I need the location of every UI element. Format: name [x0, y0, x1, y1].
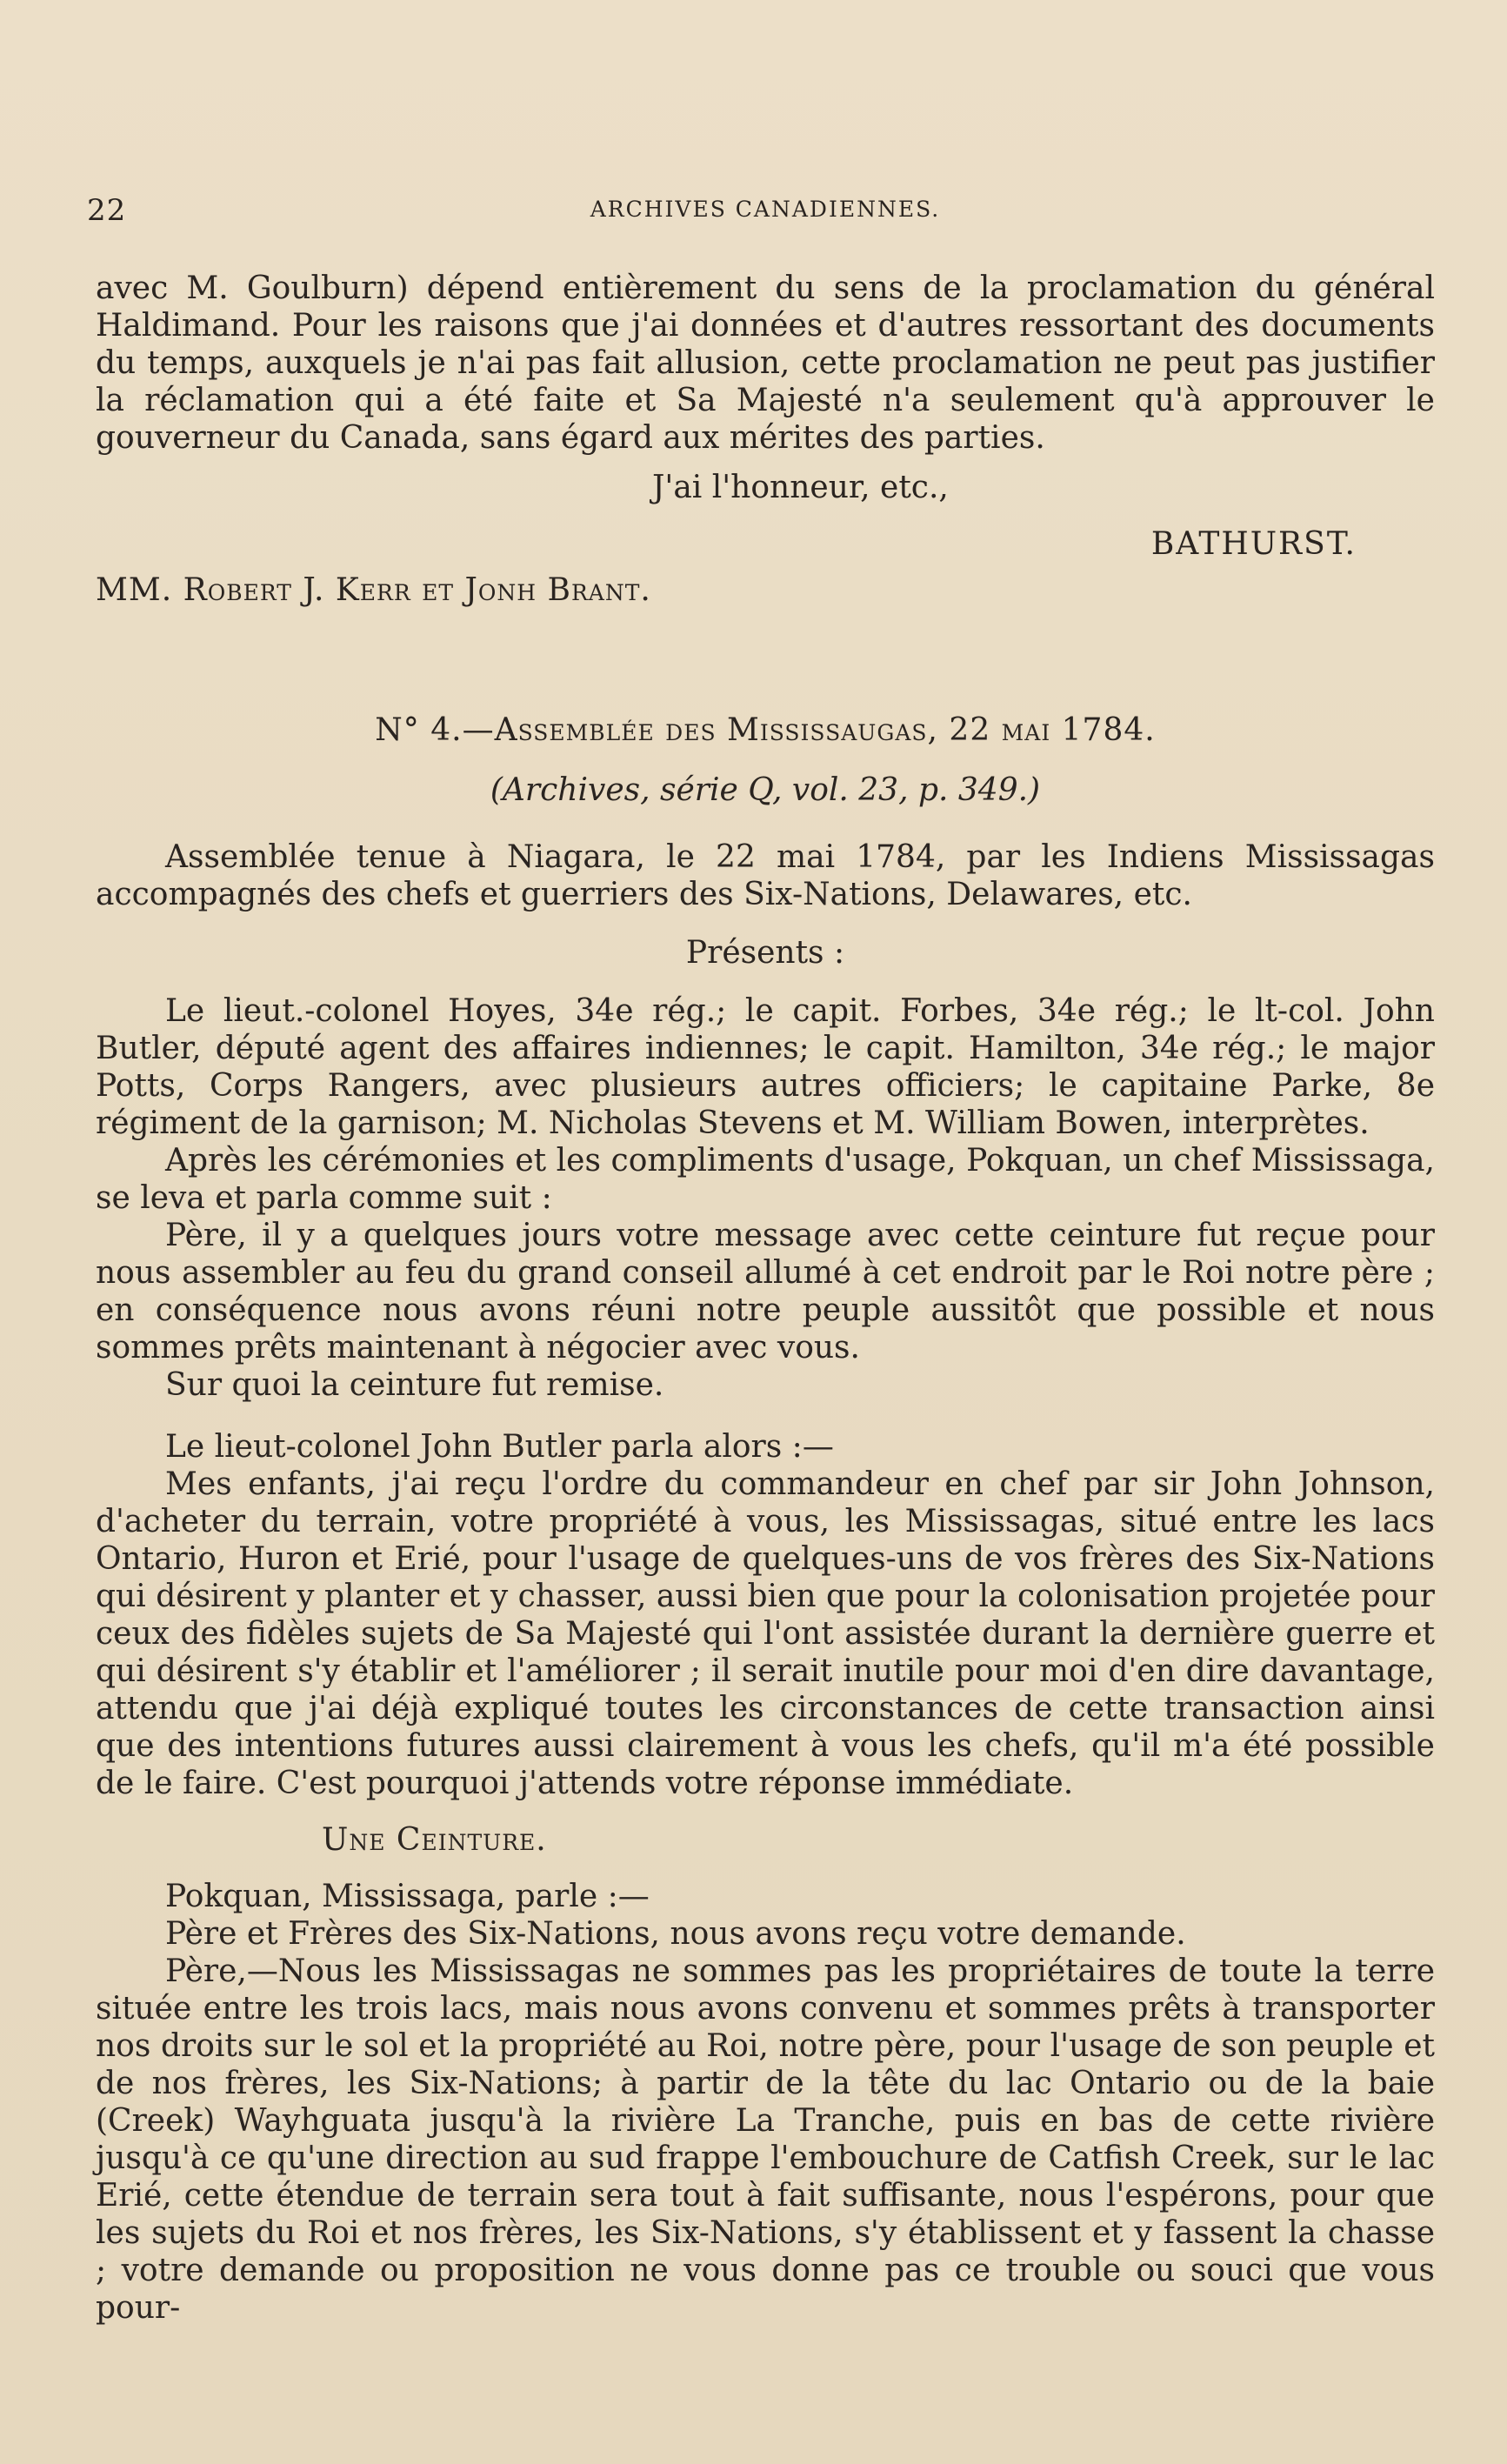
speaker-intro: Le lieut-colonel John Butler parla alors :— — [165, 1429, 834, 1465]
belt-note: Une Ceinture. — [322, 1822, 547, 1858]
letter-closing: J'ai l'honneur, etc., — [652, 470, 949, 505]
paragraph: Sur quoi la ceinture fut remise. — [165, 1367, 664, 1403]
speech-paragraph: Mes enfants, j'ai reçu l'ordre du commandeur en chef par sir John Johnson, d'acheter du terrain, votre propriété à vous, les Mississagas, situé entre les lacs Ontario, Huron et Erié, pour l'usage de quelques-uns de vos frères des Six-Nations qui désirent y planter et y chasser, aussi bien que pour la colonisation projetée pour ceux des fidèles sujets de Sa Majesté qui l'ont assistée durant la dernière guerre et qui désirent s'y établir et l'améliorer ; il serait inutile pour moi d'en dire davantage, attendu que j'ai déjà expliqué toutes les circonstances de cette transaction ainsi que des intentions futures aussi clairement à vous les chefs, qu'il m'a été possible de le faire. C'est pourquoi j'attends votre réponse immédiate. — [96, 1466, 1435, 1801]
letter-continuation: avec M. Goulburn) dépend entièrement du sens de la proclamation du général Haldimand. Pour les raisons que j'ai données et d'autres ressortant des documents du temps, auxquels je n'ai pas fait allusion, cette proclamation ne peut pas justifier la réclamation qui a été faite et Sa Majesté n'a seulement qu'à approuver le gouverneur du Canada, sans égard aux mérites des parties. — [96, 270, 1435, 456]
presents-list: Le lieut.-colonel Hoyes, 34e rég.; le capit. Forbes, 34e rég.; le lt-col. John Butler, député agent des affaires indiennes; le capit. Hamilton, 34e rég.; le major Potts, Corps Rangers, avec plusieurs autres officiers; le capitaine Parke, 8e régiment de la garnison; M. Nicholas Stevens et M. William Bowen, interprètes. — [96, 993, 1435, 1141]
document-title: N° 4.—Assemblée des Mississaugas, 22 mai 1784. — [375, 712, 1156, 748]
paragraph: Après les cérémonies et les compliments d'usage, Pokquan, un chef Mississaga, se leva et parla comme suit : — [96, 1143, 1435, 1216]
letter-signature: BATHURST. — [1150, 526, 1357, 562]
document-source: (Archives, série Q, vol. 23, p. 349.) — [490, 772, 1041, 808]
speaker-intro: Pokquan, Mississaga, parle :— — [165, 1879, 650, 1914]
running-head: ARCHIVES CANADIENNES. — [590, 197, 941, 222]
paragraph: Père, il y a quelques jours votre message avec cette ceinture fut reçue pour nous assembler au feu du grand conseil allumé à cet endroit par le Roi notre père ; en conséquence nous avons réuni notre peuple aussitôt que possible et nous sommes prêts maintenant à négocier avec vous. — [96, 1218, 1435, 1366]
page-body — [96, 270, 1435, 2327]
speech-paragraph: Père,—Nous les Mississagas ne sommes pas les propriétaires de toute la terre située entre les trois lacs, mais nous avons convenu et sommes prêts à transporter nos droits sur le sol et la propriété au Roi, notre père, pour l'usage de son peuple et de nos frères, les Six-Nations; à partir de la tête du lac Ontario ou de la baie (Creek) Wayhguata jusqu'à la rivière La Tranche, puis en bas de cette rivière jusqu'à ce qu'une direction au sud frappe l'embouchure de Catfish Creek, sur le lac Erié, cette étendue de terrain sera tout à fait suffisante, nous l'espérons, pour que les sujets du Roi et nos frères, les Six-Nations, s'y établissent et y fassent la chasse ; votre demande ou proposition ne vous donne pas ce trouble ou souci que vous pour- — [96, 1953, 1435, 2326]
speech-paragraph: Père et Frères des Six-Nations, nous avons reçu votre demande. — [165, 1916, 1186, 1952]
page-header — [87, 193, 1444, 237]
page-number: 22 — [87, 193, 127, 228]
presents-heading: Présents : — [685, 935, 845, 971]
letter-addressee: MM. Robert J. Kerr et Jonh Brant. — [96, 572, 651, 608]
document-intro: Assemblée tenue à Niagara, le 22 mai 1784, par les Indiens Mississagas accompagnés des chefs et guerriers des Six-Nations, Delawares, etc. — [96, 839, 1435, 912]
